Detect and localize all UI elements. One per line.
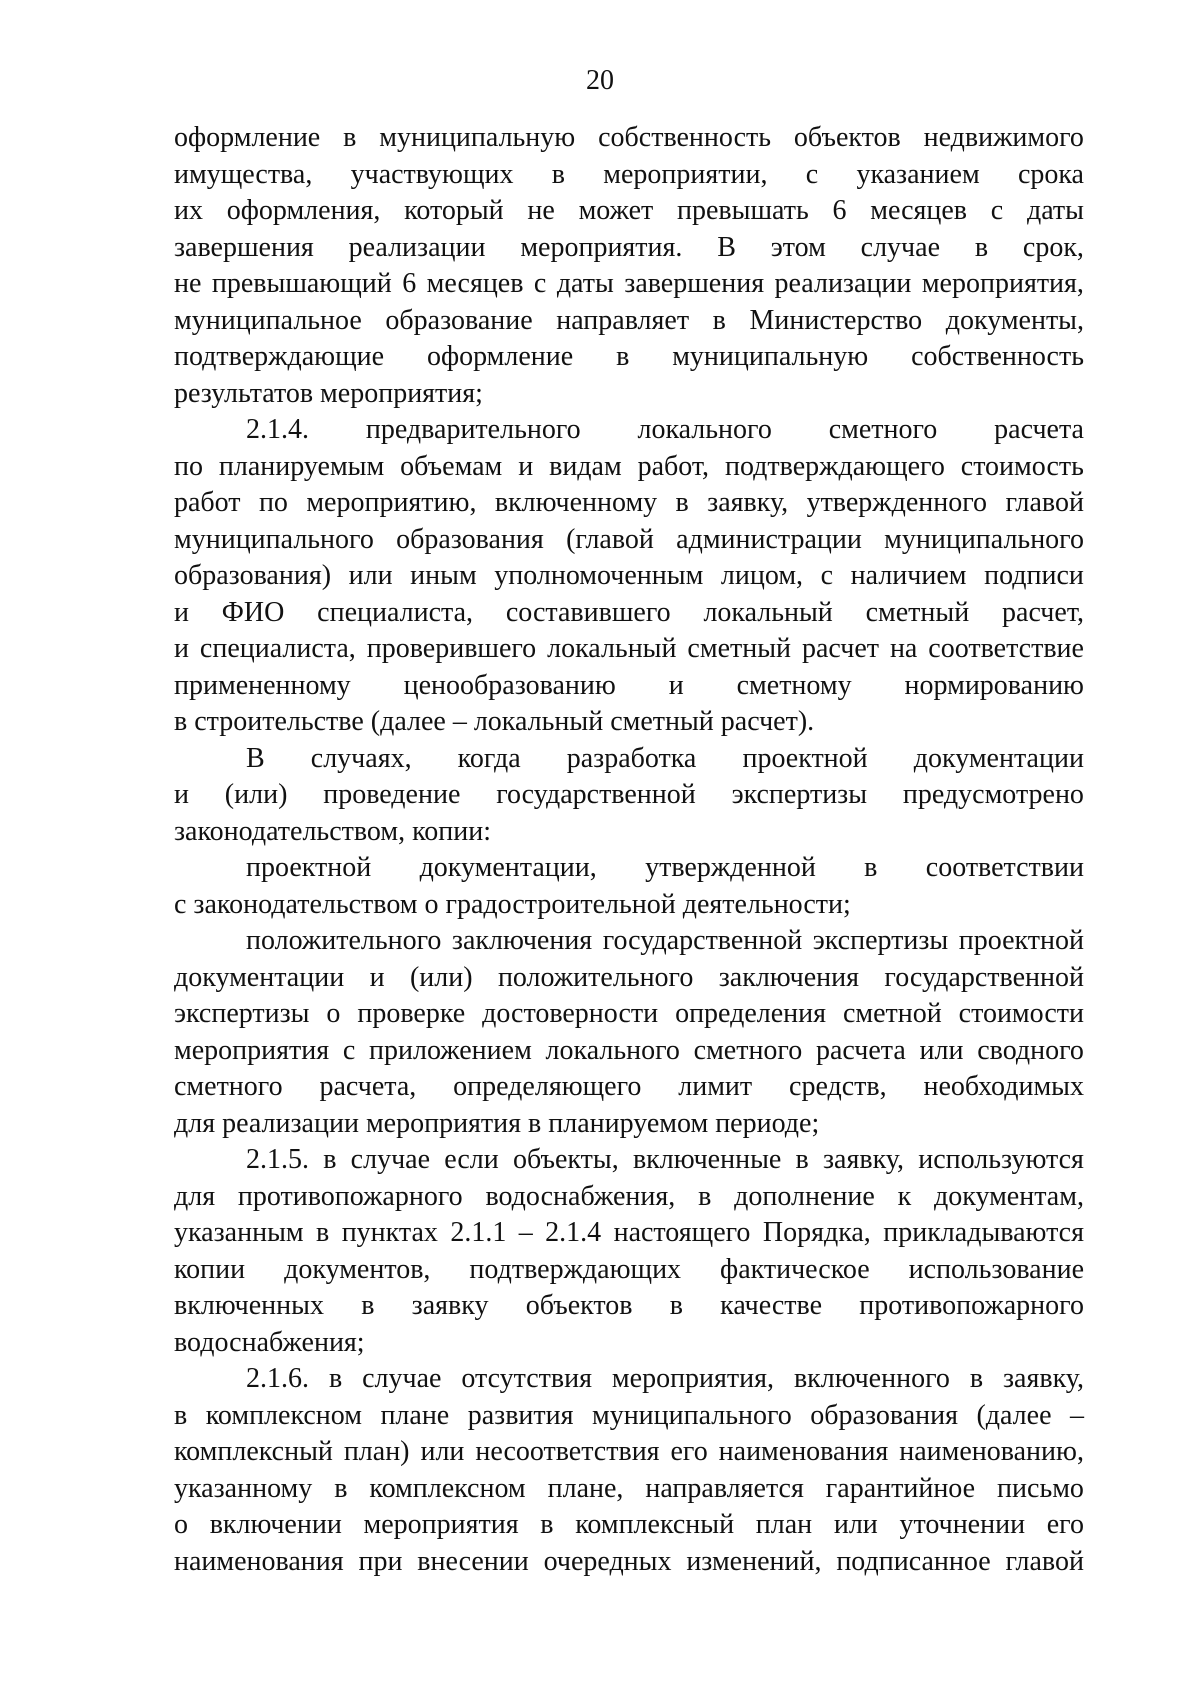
text-word: срока — [1017, 158, 1084, 190]
text-word: образования — [396, 523, 544, 555]
text-word: недвижимого — [923, 122, 1084, 153]
text-word: примененному — [174, 669, 351, 701]
text-word: экспертизы — [812, 925, 949, 956]
text-word: или — [420, 1436, 465, 1467]
text-word: видам — [549, 450, 622, 482]
text-word: мероприятия. — [520, 231, 683, 263]
text-word: противопожарного — [237, 1180, 463, 1212]
text-line — [174, 960, 1084, 997]
text-line — [174, 193, 1084, 230]
text-word: расчет — [801, 633, 879, 664]
text-word: гарантийное — [825, 1472, 976, 1504]
text-line — [174, 1398, 1084, 1435]
text-word: указанному — [174, 1472, 313, 1504]
text-word: когда — [457, 742, 521, 774]
text-word: случае — [860, 231, 940, 263]
text-word: случае — [350, 1144, 431, 1175]
text-word: направляет — [556, 304, 690, 336]
text-word: сводного — [977, 1034, 1084, 1066]
text-word: реализации — [774, 268, 912, 299]
text-word: документации, — [419, 852, 597, 883]
text-word: письмо — [997, 1472, 1084, 1504]
text-line — [174, 1033, 1084, 1070]
text-word: прикладываются — [883, 1217, 1084, 1248]
text-word: муниципальную — [379, 122, 576, 153]
text-word: расчета, — [319, 1071, 417, 1102]
text-word: указанием — [856, 158, 980, 190]
text-line — [174, 120, 1084, 157]
text-word: необходимых — [923, 1071, 1084, 1102]
text-word: на — [889, 633, 918, 664]
text-word: его — [1046, 1509, 1084, 1540]
text-word: расчета — [994, 414, 1084, 445]
text-word: включенные — [632, 1144, 782, 1175]
text-word: месяцев — [870, 195, 968, 226]
text-word: противопожарного — [859, 1290, 1084, 1321]
text-word: срок, — [1022, 231, 1084, 263]
text-line: в строительстве (далее – локальный сметный расчет). — [174, 706, 815, 737]
text-word: план — [755, 1509, 813, 1540]
text-word: заявку, — [707, 487, 789, 518]
text-word: включении — [209, 1509, 342, 1540]
text-word: в — [864, 852, 878, 883]
text-line — [174, 850, 1084, 887]
text-word: объекты, — [512, 1144, 619, 1175]
text-word: стоимость — [960, 450, 1084, 482]
text-line — [174, 157, 1084, 194]
text-word: в — [675, 487, 689, 518]
text-word: документам, — [934, 1180, 1084, 1212]
text-word: 2.1.4. — [246, 414, 309, 445]
text-word: сметной — [842, 998, 942, 1029]
text-word: к — [897, 1180, 912, 1212]
text-word: приложением — [369, 1034, 532, 1066]
text-word: локального — [637, 414, 772, 445]
text-word: подписанное — [836, 1545, 991, 1577]
text-word: (или) — [224, 779, 288, 810]
text-word: указанным — [174, 1217, 304, 1248]
text-word: образования — [810, 1399, 958, 1431]
text-word: экспертизы — [174, 998, 310, 1029]
text-word: подписи — [984, 560, 1084, 591]
text-word: план) — [343, 1436, 410, 1467]
text-word: несоответствия — [475, 1436, 660, 1467]
text-word: сметный — [687, 633, 792, 664]
text-word: с — [342, 1034, 356, 1066]
text-word: соответствии — [925, 852, 1084, 883]
text-word: в — [969, 1363, 984, 1394]
text-line — [174, 1288, 1084, 1325]
text-word: документации — [174, 961, 345, 993]
text-word: предварительного — [365, 414, 581, 445]
text-word: подтверждающих — [469, 1253, 682, 1285]
text-word: плане — [380, 1399, 450, 1431]
text-word: мероприятия — [174, 1034, 330, 1066]
text-word: средств, — [789, 1071, 887, 1102]
text-line — [174, 1252, 1084, 1289]
text-word: проектной — [246, 852, 372, 883]
text-word: муниципального — [591, 1399, 792, 1431]
text-word: ФИО — [221, 596, 285, 628]
text-word: дополнение — [734, 1180, 875, 1212]
text-word: пунктах — [341, 1217, 438, 1248]
text-word: о — [326, 998, 341, 1029]
text-word: государственной — [602, 925, 803, 956]
text-line — [174, 923, 1084, 960]
text-word: для — [174, 1180, 216, 1212]
text-word: – — [518, 1217, 533, 1248]
text-word: комплексный — [174, 1436, 333, 1467]
text-word: в — [795, 1144, 809, 1175]
text-line — [174, 558, 1084, 595]
text-line — [174, 522, 1084, 559]
text-line — [174, 412, 1084, 449]
text-line — [174, 595, 1084, 632]
text-word: локальный — [703, 596, 833, 628]
text-word: составившего — [505, 596, 671, 628]
text-word: муниципальную — [672, 341, 869, 372]
text-word: качестве — [720, 1290, 823, 1321]
text-word: наименования — [174, 1545, 344, 1577]
text-word: документации — [913, 742, 1084, 774]
text-word: включенных — [174, 1290, 324, 1321]
text-word: при — [358, 1545, 403, 1577]
text-word: государственной — [496, 779, 696, 810]
text-word: комплексный — [575, 1509, 735, 1540]
text-word: настоящего — [613, 1217, 751, 1248]
text-word: специалиста, — [199, 633, 356, 664]
text-word: в — [174, 1399, 188, 1431]
text-word: объемам — [400, 450, 503, 482]
text-word: в — [361, 1290, 375, 1321]
text-word: определения — [675, 998, 827, 1029]
text-word: превышающий — [211, 268, 392, 299]
text-word: оформление — [426, 341, 574, 372]
text-word: не — [527, 195, 555, 226]
text-word: объектов — [793, 122, 901, 153]
text-word: в — [343, 122, 357, 153]
text-line: законодательством, копии: — [174, 815, 491, 847]
text-line: водоснабжения; — [174, 1326, 365, 1358]
text-word: достоверности — [482, 998, 659, 1029]
text-word: (или) — [409, 961, 473, 993]
text-word: проверке — [357, 998, 466, 1029]
text-word: превышать — [677, 195, 809, 226]
text-word: месяцев — [426, 268, 524, 299]
text-word: разработка — [566, 742, 697, 774]
text-word: стоимости — [958, 998, 1084, 1029]
text-word: заключения — [451, 925, 593, 956]
text-word: в — [974, 231, 989, 263]
text-word: 2.1.4 — [545, 1217, 602, 1248]
text-line — [174, 1069, 1084, 1106]
text-word: и — [174, 779, 189, 810]
text-word: документы, — [945, 304, 1084, 336]
text-word: проведение — [323, 779, 461, 810]
text-word: мероприятию, — [306, 487, 477, 518]
text-word: мероприятия, — [611, 1363, 775, 1394]
text-word: нормированию — [904, 669, 1084, 701]
document-body — [174, 120, 1084, 1580]
text-word: этом — [770, 231, 826, 263]
text-line: результатов мероприятия; — [174, 377, 483, 409]
text-word: предусмотрено — [902, 779, 1084, 810]
text-word: завершения — [624, 268, 765, 299]
text-word: работ — [174, 487, 241, 518]
text-line — [174, 1434, 1084, 1471]
text-word: (главой — [566, 523, 654, 555]
text-word: мероприятия, — [921, 268, 1084, 299]
text-word: локального — [545, 1034, 680, 1066]
text-word: включенному — [494, 487, 658, 518]
text-word: проектной — [742, 742, 868, 774]
text-word: с — [533, 268, 547, 299]
text-word: В — [717, 231, 736, 263]
text-word: участвующих — [350, 158, 514, 190]
text-word: комплексном — [205, 1399, 362, 1431]
text-line — [174, 631, 1084, 668]
text-word: в — [669, 1290, 683, 1321]
text-word: заявку, — [1002, 1363, 1084, 1394]
text-line — [174, 266, 1084, 303]
text-word: Министерство — [749, 304, 923, 336]
text-word: оформление — [174, 122, 321, 153]
text-word: наименования — [718, 1436, 889, 1467]
text-line — [174, 1544, 1084, 1581]
text-word: включенного — [793, 1363, 950, 1394]
text-word: объектов — [525, 1290, 633, 1321]
text-word: ценообразованию — [403, 669, 616, 701]
text-word: их — [174, 195, 203, 226]
text-word: в — [698, 1180, 712, 1212]
text-word: экспертизы — [731, 779, 868, 810]
text-word: сметного — [828, 414, 938, 445]
text-word: по — [258, 487, 288, 518]
text-word: 2.1.1 — [450, 1217, 507, 1248]
text-word: – — [1069, 1399, 1084, 1431]
text-word: и — [174, 596, 189, 628]
text-word: с — [990, 195, 1004, 226]
text-word: внесении — [417, 1545, 529, 1577]
text-line — [174, 668, 1084, 705]
text-word: в — [551, 158, 566, 190]
text-word: в — [712, 304, 726, 336]
text-line — [174, 449, 1084, 486]
text-word: с — [805, 158, 819, 190]
text-word: и — [518, 450, 534, 482]
text-line — [174, 303, 1084, 340]
text-word: положительного — [246, 925, 442, 956]
text-word: изменений, — [686, 1545, 822, 1577]
text-word: В — [246, 742, 265, 774]
text-word: оформления, — [226, 195, 381, 226]
text-word: проектной — [958, 925, 1084, 956]
text-word: плане, — [547, 1472, 624, 1504]
text-word: о — [174, 1509, 188, 1540]
text-word: или — [348, 560, 393, 591]
text-word: очередных — [543, 1545, 672, 1577]
text-word: мероприятия — [363, 1509, 519, 1540]
text-word: в — [323, 1144, 337, 1175]
text-word: по — [174, 450, 203, 482]
text-word: специалиста, — [317, 596, 474, 628]
text-word: заявку — [411, 1290, 489, 1321]
text-line — [174, 1471, 1084, 1508]
text-word: работ, — [637, 450, 710, 482]
text-word: направляется — [645, 1472, 804, 1504]
text-word: подтверждающие — [174, 341, 385, 372]
text-word: и — [668, 669, 684, 701]
text-word: имущества, — [174, 158, 313, 190]
text-word: Порядка, — [762, 1217, 871, 1248]
text-word: случаях, — [310, 742, 412, 774]
text-word: реализации — [348, 231, 486, 263]
text-word: отсутствия — [461, 1363, 592, 1394]
text-word: утвержденной — [645, 852, 816, 883]
text-word: его — [670, 1436, 708, 1467]
text-word: соответствие — [928, 633, 1084, 664]
text-word: мероприятии, — [603, 158, 768, 190]
text-word: сметный — [865, 596, 970, 628]
text-word: иным — [410, 560, 477, 591]
text-word: водоснабжения, — [485, 1180, 676, 1212]
text-word: если — [444, 1144, 499, 1175]
text-word: копии — [174, 1253, 246, 1285]
text-word: случае — [362, 1363, 442, 1394]
text-word: уполномоченным — [494, 560, 704, 591]
text-word: развития — [467, 1399, 574, 1431]
text-word: 2.1.6. — [246, 1363, 309, 1394]
text-word: в — [616, 341, 630, 372]
text-line — [174, 1142, 1084, 1179]
text-word: и — [369, 961, 385, 993]
text-word: собственность — [598, 122, 772, 153]
text-word: сметному — [736, 669, 852, 701]
text-word: проверившего — [366, 633, 537, 664]
text-word: муниципальное — [174, 304, 362, 336]
text-word: государственной — [884, 961, 1084, 993]
text-line — [174, 1507, 1084, 1544]
text-word: положительного — [497, 961, 694, 993]
text-line — [174, 1179, 1084, 1216]
text-word: лицом, — [720, 560, 804, 591]
text-word: сметного — [693, 1034, 803, 1066]
text-word: заявку, — [822, 1144, 904, 1175]
text-word: использование — [908, 1253, 1084, 1285]
text-word: расчета — [815, 1034, 906, 1066]
text-line — [174, 1215, 1084, 1252]
text-word: главой — [1005, 487, 1084, 518]
text-word: и — [174, 633, 189, 664]
text-word: документов, — [284, 1253, 431, 1285]
text-word: в — [540, 1509, 554, 1540]
text-word: муниципального — [174, 523, 374, 555]
text-word: собственность — [911, 341, 1084, 372]
text-line: с законодательством о градостроительной деятельности; — [174, 888, 851, 920]
text-word: завершения — [174, 231, 314, 263]
text-line — [174, 339, 1084, 376]
text-word: используются — [918, 1144, 1084, 1175]
text-word: образования) — [174, 560, 332, 591]
text-word: локальный — [547, 633, 677, 664]
text-line: для реализации мероприятия в планируемом периоде; — [174, 1107, 820, 1139]
text-word: даты — [1026, 195, 1084, 226]
text-line — [174, 741, 1084, 778]
text-word: в — [334, 1472, 348, 1504]
text-word: может — [578, 195, 654, 226]
text-word: муниципального — [884, 523, 1084, 555]
text-word: даты — [556, 268, 614, 299]
text-word: с — [820, 560, 834, 591]
text-word: в — [316, 1217, 330, 1248]
text-word: 2.1.5. — [246, 1144, 309, 1175]
text-word: 6 — [832, 195, 847, 226]
text-word: наименованию, — [899, 1436, 1084, 1467]
text-word: в — [328, 1363, 343, 1394]
text-word: расчет, — [1002, 596, 1084, 628]
page-number: 20 — [586, 65, 614, 96]
text-line — [174, 1361, 1084, 1398]
text-word: фактическое — [720, 1253, 870, 1285]
text-word: подтверждающего — [724, 450, 945, 482]
text-word: (далее — [976, 1399, 1052, 1431]
text-line — [174, 230, 1084, 267]
text-word: не — [174, 268, 202, 299]
text-word: или — [833, 1509, 878, 1540]
text-word: определяющего — [453, 1071, 642, 1102]
text-line — [174, 485, 1084, 522]
text-word: или — [919, 1034, 964, 1066]
text-word: администрации — [676, 523, 862, 555]
text-word: сметного — [174, 1071, 283, 1102]
text-word: лимит — [678, 1071, 753, 1102]
text-line — [174, 996, 1084, 1033]
text-word: уточнении — [899, 1509, 1026, 1540]
text-line — [174, 777, 1084, 814]
text-word: 6 — [402, 268, 417, 299]
text-word: главой — [1005, 1545, 1084, 1577]
text-word: заключения — [718, 961, 860, 993]
text-word: образование — [385, 304, 533, 336]
text-word: который — [404, 195, 504, 226]
text-word: наличием — [850, 560, 967, 591]
text-word: комплексном — [369, 1472, 526, 1504]
text-word: утвержденного — [806, 487, 988, 518]
text-word: планируемым — [218, 450, 385, 482]
